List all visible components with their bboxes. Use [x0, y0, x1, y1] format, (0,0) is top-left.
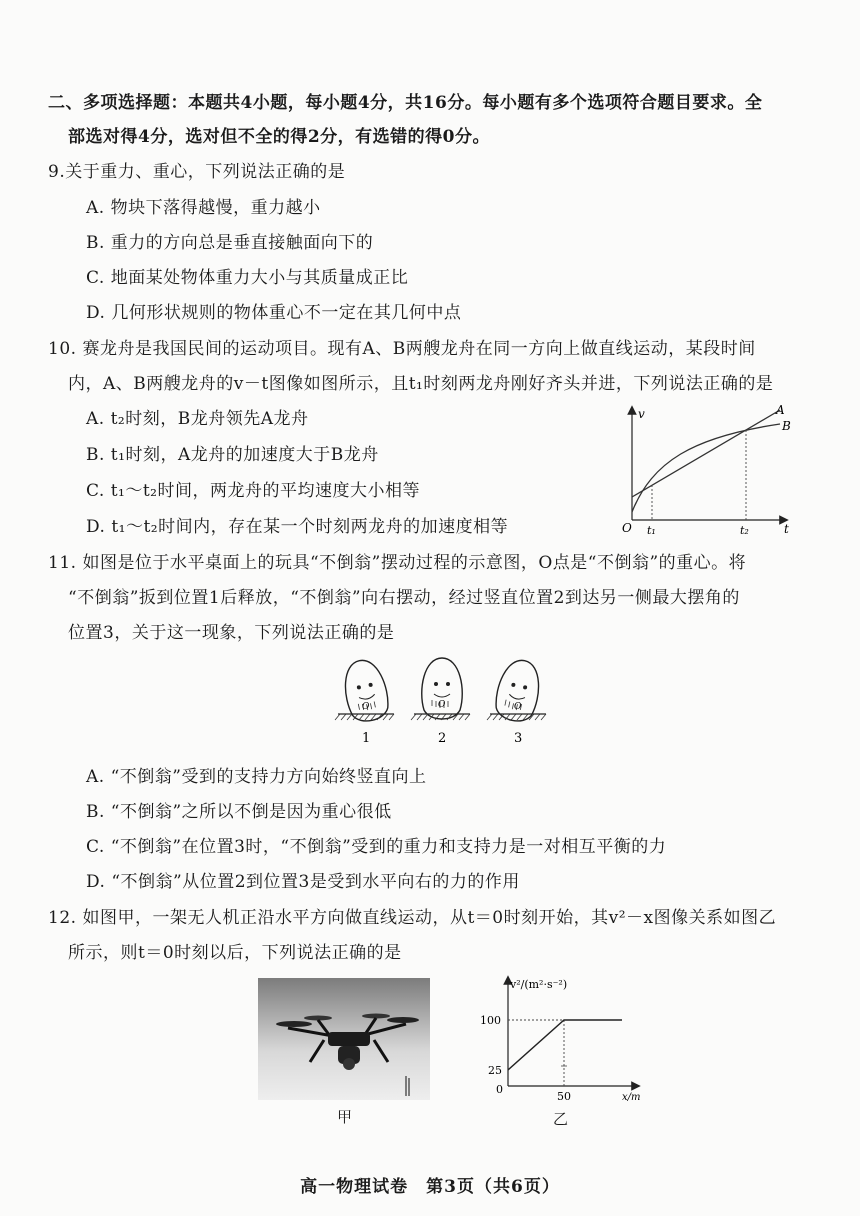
question-10-option-b[interactable]: B. t₁时刻，A龙舟的加速度大于B龙舟: [86, 445, 379, 465]
question-9-stem: 9.关于重力、重心，下列说法正确的是: [48, 162, 346, 182]
question-11-option-c[interactable]: C. “不倒翁”在位置3时，“不倒翁”受到的重力和支持力是一对相互平衡的力: [86, 837, 667, 857]
question-11-stem-line1: 11. 如图是位于水平桌面上的玩具“不倒翁”摆动过程的示意图，O点是“不倒翁”的重心。将: [48, 553, 747, 573]
question-10-stem-line2: 内，A、B两艘龙舟的v－t图像如图所示，且t₁时刻两龙舟刚好齐头并进，下列说法正确的是: [68, 374, 774, 394]
tumbler-label-1: 1: [362, 731, 371, 746]
table-hatch-3: [487, 714, 546, 720]
vt-t1-label: t₁: [647, 524, 656, 537]
vt-t2-label: t₂: [740, 524, 749, 537]
caption-figure-b: 乙: [553, 1110, 569, 1128]
section-heading-line1: 二、多项选择题：本题共4小题，每小题4分，共16分。每小题有多个选项符合题目要求。全: [48, 93, 763, 113]
question-11-stem-line3: 位置3，关于这一现象，下列说法正确的是: [68, 623, 395, 643]
tumbler-center-label-2: O: [438, 700, 446, 710]
v2x-ytick-100: 100: [480, 1014, 501, 1027]
v2x-graph: [470, 972, 650, 1104]
vt-series-b-curve: [632, 424, 780, 512]
vt-series-b-label: B: [782, 419, 791, 433]
table-hatch-1: [335, 714, 394, 720]
vt-graph: [612, 402, 792, 542]
vt-x-label: t: [784, 522, 789, 536]
v2x-xtick-50: 50: [557, 1090, 571, 1103]
question-9-option-c[interactable]: C. 地面某处物体重力大小与其质量成正比: [86, 268, 409, 288]
tumbler-label-3: 3: [514, 731, 523, 746]
v2x-origin-label: 0: [496, 1083, 503, 1096]
question-9-option-d[interactable]: D. 几何形状规则的物体重心不一定在其几何中点: [86, 303, 462, 323]
question-9-option-b[interactable]: B. 重力的方向总是垂直接触面向下的: [86, 233, 374, 253]
caption-figure-a: 甲: [337, 1108, 353, 1126]
question-9-option-a[interactable]: A. 物块下落得越慢，重力越小: [86, 198, 321, 218]
tumbler-center-label-1: O: [362, 702, 370, 712]
tumbler-figure: [330, 652, 560, 750]
vt-origin-label: O: [622, 521, 632, 535]
question-10-option-d[interactable]: D. t₁～t₂时间内，存在某一个时刻两龙舟的加速度相等: [86, 517, 509, 537]
question-11-option-b[interactable]: B. “不倒翁”之所以不倒是因为重心很低: [86, 802, 392, 822]
vt-y-label: v: [638, 407, 645, 421]
question-12-stem-line1: 12. 如图甲，一架无人机正沿水平方向做直线运动，从t＝0时刻开始，其v²－x图像关系如图乙: [48, 908, 777, 928]
v2x-ytick-25: 25: [488, 1064, 502, 1077]
drone-icon: [258, 978, 430, 1100]
page-footer: 高一物理试卷 第3页（共6页）: [300, 1177, 560, 1197]
v2x-y-label: v²/(m²·s⁻²): [510, 978, 568, 991]
section-heading-line2: 部选对得4分，选对但不全的得2分，有选错的得0分。: [68, 127, 490, 147]
v2x-series-line: [508, 1020, 622, 1070]
tumbler-center-label-3: O: [514, 702, 522, 712]
question-10-stem-line1: 10. 赛龙舟是我国民间的运动项目。现有A、B两艘龙舟在同一方向上做直线运动，某段时间: [48, 339, 756, 359]
question-11-stem-line2: “不倒翁”扳到位置1后释放，“不倒翁”向右摆动，经过竖直位置2到达另一侧最大摆角的: [68, 588, 740, 608]
question-11-option-a[interactable]: A. “不倒翁”受到的支持力方向始终竖直向上: [86, 767, 427, 787]
v2x-x-label: x/m: [622, 1092, 641, 1103]
drone-photo: [258, 978, 430, 1100]
vt-series-a-line: [632, 410, 780, 497]
tumbler-label-2: 2: [438, 731, 447, 746]
question-12-stem-line2: 所示，则t＝0时刻以后，下列说法正确的是: [68, 943, 402, 963]
question-11-option-d[interactable]: D. “不倒翁”从位置2到位置3是受到水平向右的力的作用: [86, 872, 520, 892]
vt-series-a-label: A: [776, 403, 785, 417]
question-10-option-a[interactable]: A. t₂时刻，B龙舟领先A龙舟: [86, 409, 309, 429]
question-10-option-c[interactable]: C. t₁～t₂时间，两龙舟的平均速度大小相等: [86, 481, 421, 501]
